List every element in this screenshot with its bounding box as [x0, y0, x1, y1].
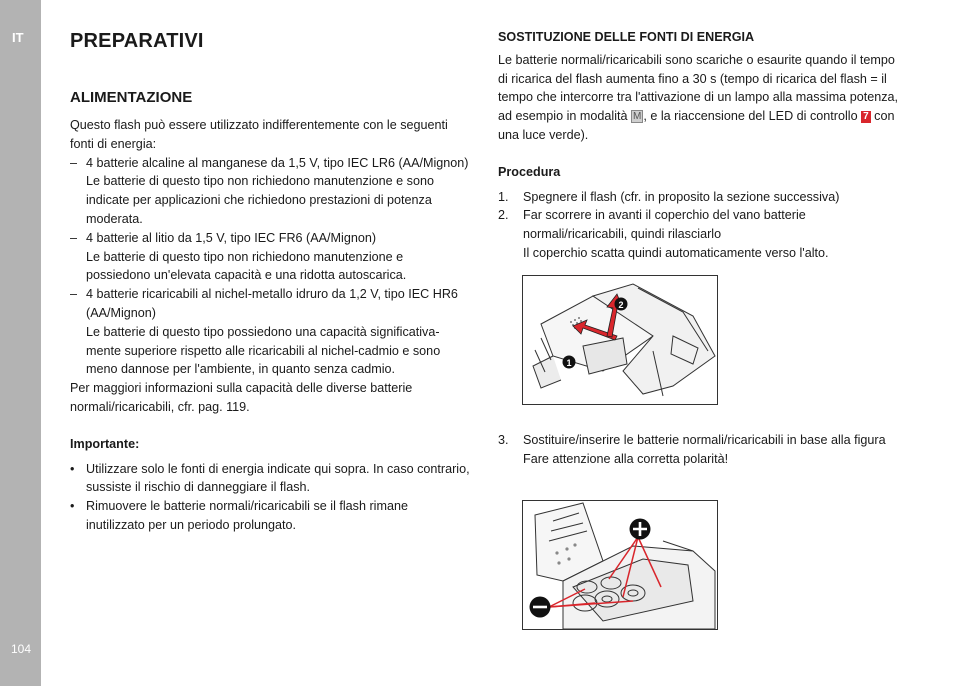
step-item [498, 188, 898, 207]
source-main: 4 batterie alcaline al manganese da 1,5 V, tipo IEC LR6 (AA/Mignon) [86, 155, 469, 170]
list-item [70, 154, 470, 229]
section-heading: SOSTITUZIONE DELLE FONTI DI ENERGIA [498, 30, 755, 44]
intro-text: Questo flash può essere utilizzato indifferentemente con le seguenti fonti di energia: [70, 118, 448, 151]
left-column [70, 28, 470, 535]
source-note: Le batterie di questo tipo non richiedono manutenzione e possiedono un'elevata capacità e una ridotta autoscarica. [86, 249, 407, 283]
source-note: Le batterie di questo tipo possiedono una capacità significativamente superiore rispetto alle ricaricabili al nichel-cadmio e sono meno dannose per l'ambiente, in quanto senza cadmio. [86, 324, 441, 377]
step-text: Spegnere il flash (cfr. in proposito la sezione successiva) [523, 189, 840, 204]
page-title: PREPARATIVI [70, 30, 204, 52]
replacement-paragraph [498, 51, 898, 145]
battery-cover-figure [522, 275, 718, 405]
step-item [498, 431, 898, 469]
step-item [498, 206, 898, 262]
mode-m-icon: M [633, 111, 642, 123]
dash-marker: – [70, 155, 78, 170]
step-text: Sostituire/inserire le batterie normali/ricaricabili in base alla figura [523, 432, 886, 447]
important-text: Rimuovere le batterie normali/ricaricabili se il flash rimane inutilizzato per un periodo prolungato. [86, 499, 408, 532]
bullet-marker: • [70, 461, 75, 476]
dash-marker: – [70, 287, 78, 302]
step-number: 1. [498, 189, 509, 204]
section-title: ALIMENTAZIONE [70, 89, 193, 106]
language-label: IT [12, 30, 24, 45]
page-number: 104 [11, 642, 32, 656]
list-item [70, 460, 470, 498]
dash-marker: – [70, 230, 78, 245]
procedure-heading: Procedura [498, 164, 561, 179]
step-number: 3. [498, 432, 509, 447]
flash-cover-illustration [523, 276, 717, 404]
step-note: Il coperchio scatta quindi automaticamente verso l'alto. [523, 245, 829, 260]
step-number: 2. [498, 208, 509, 223]
list-item [70, 229, 470, 285]
important-heading: Importante: [70, 436, 140, 451]
battery-compartment-illustration [523, 501, 717, 629]
source-note: Le batterie di questo tipo non richiedono manutenzione e sono indicate per applicazioni che richiedono prestazioni di potenza moderata. [86, 174, 434, 226]
callout-1-label: 1 [566, 358, 572, 368]
source-main: 4 batterie ricaricabili al nichel-metallo idruro da 1,2 V, tipo IEC HR6 (AA/Mignon) [86, 287, 458, 320]
side-tab [0, 0, 41, 686]
callout-2-label: 2 [618, 300, 624, 310]
paragraph-text: , e la riaccensione del LED di controllo [643, 109, 858, 124]
energy-sources-list [70, 154, 470, 380]
list-item [70, 497, 470, 535]
paragraph-text: con una luce verde). [498, 109, 895, 142]
important-list [70, 460, 470, 535]
battery-polarity-figure [522, 500, 718, 630]
led-7-icon: 7 [863, 111, 869, 123]
paragraph-text: Le batterie normali/ricaricabili sono scariche o esaurite quando il tempo di ricarica del flash aumenta fino a 30 s (tempo di ricarica del flash = il tempo che intercorre tra l'attivazione di un lampo alla massima potenza, ad esempio in modalità [498, 52, 899, 124]
list-item [70, 285, 470, 379]
step-text: Far scorrere in avanti il coperchio del vano batterie normali/ricaricabili, quindi rilasciarlo [523, 208, 806, 242]
important-text: Utilizzare solo le fonti di energia indicate qui sopra. In caso contrario, sussiste il rischio di danneggiare il flash. [86, 461, 470, 495]
more-info-text: Per maggiori informazioni sulla capacità delle diverse batterie normali/ricaricabili, cfr. pag. 119. [70, 381, 413, 414]
step-note: Fare attenzione alla corretta polarità! [523, 451, 729, 466]
source-main: 4 batterie al litio da 1,5 V, tipo IEC FR6 (AA/Mignon) [86, 230, 377, 245]
bullet-marker: • [70, 499, 75, 514]
